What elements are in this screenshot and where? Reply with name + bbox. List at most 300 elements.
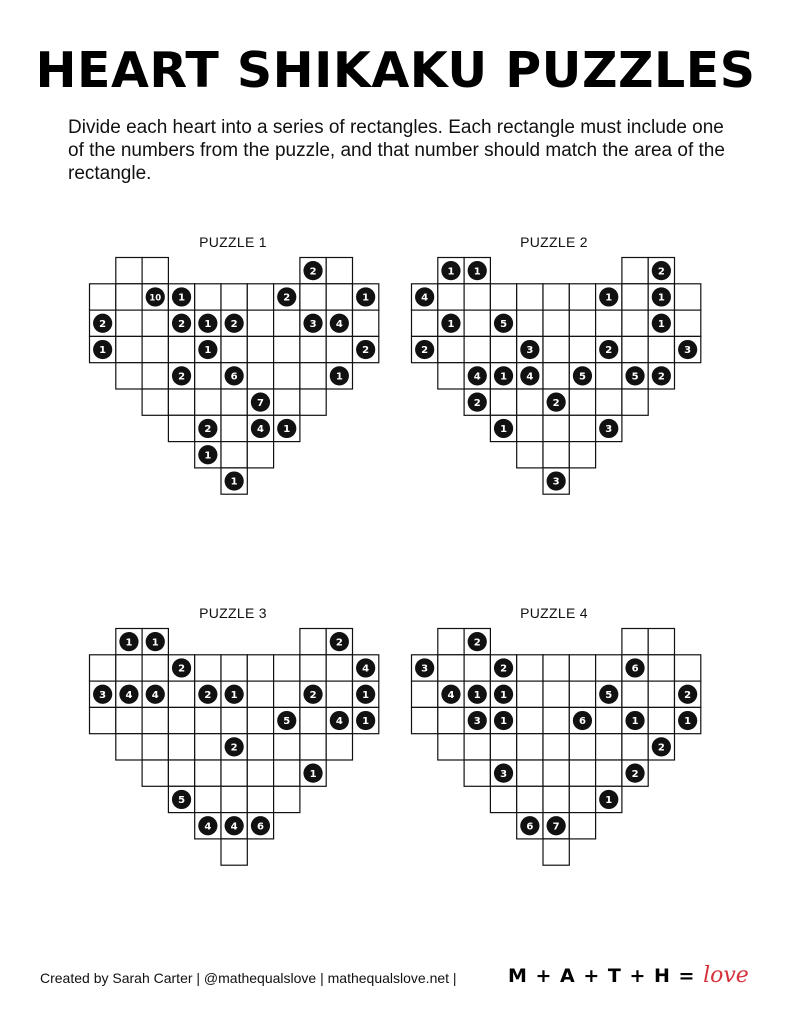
- clue-value: 1: [178, 292, 186, 304]
- clue-number: [356, 340, 375, 359]
- clue-number: [251, 393, 270, 412]
- clue-number: [303, 314, 322, 333]
- clue-value: 5: [283, 716, 291, 728]
- clue-value: 2: [178, 663, 186, 675]
- grid-cell[interactable]: [543, 839, 569, 865]
- puzzle-1-grid[interactable]: [88, 256, 378, 496]
- clue-value: 4: [526, 371, 534, 383]
- grid-cell[interactable]: [247, 310, 273, 336]
- grid-cell[interactable]: [517, 310, 543, 336]
- page-title: HEART SHIKAKU PUZZLES: [35, 42, 756, 99]
- grid-cell[interactable]: [221, 415, 247, 441]
- clue-number: [494, 711, 513, 730]
- grid-cell[interactable]: [569, 310, 595, 336]
- grid-cell[interactable]: [517, 786, 543, 812]
- clue-value: 2: [631, 768, 639, 780]
- grid-cell[interactable]: [247, 707, 273, 733]
- grid-cell[interactable]: [569, 442, 595, 468]
- grid-cell[interactable]: [543, 336, 569, 362]
- clue-number: [573, 711, 592, 730]
- grid-cell[interactable]: [438, 707, 464, 733]
- grid-cell[interactable]: [438, 734, 464, 760]
- grid-cell[interactable]: [543, 707, 569, 733]
- grid-cell[interactable]: [221, 336, 247, 362]
- grid-cell[interactable]: [622, 629, 648, 655]
- grid-cell[interactable]: [116, 336, 142, 362]
- grid-cell[interactable]: [300, 629, 326, 655]
- grid-cell[interactable]: [622, 389, 648, 415]
- clue-value: 3: [473, 716, 481, 728]
- grid-cell[interactable]: [648, 681, 674, 707]
- grid-cell[interactable]: [195, 284, 221, 310]
- grid-cell[interactable]: [353, 310, 379, 336]
- clue-number: [198, 816, 217, 835]
- grid-cell[interactable]: [412, 681, 438, 707]
- clue-number: [573, 366, 592, 385]
- grid-cell[interactable]: [596, 389, 622, 415]
- clue-value: 2: [684, 689, 692, 701]
- grid-cell[interactable]: [274, 310, 300, 336]
- grid-cell[interactable]: [195, 786, 221, 812]
- grid-cell[interactable]: [326, 258, 352, 284]
- grid-cell[interactable]: [675, 655, 701, 681]
- grid-cell[interactable]: [168, 415, 194, 441]
- clue-number: [494, 658, 513, 677]
- clue-value: 1: [500, 716, 508, 728]
- brand-logo: [508, 963, 749, 988]
- grid-cell[interactable]: [675, 310, 701, 336]
- clue-number: [356, 685, 375, 704]
- grid-cell[interactable]: [116, 363, 142, 389]
- clue-number: [198, 314, 217, 333]
- grid-cell[interactable]: [622, 284, 648, 310]
- grid-cell[interactable]: [490, 786, 516, 812]
- grid-cell[interactable]: [675, 284, 701, 310]
- clue-number: [172, 314, 191, 333]
- clue-number: [599, 419, 618, 438]
- grid-cell[interactable]: [648, 336, 674, 362]
- grid-cell[interactable]: [116, 310, 142, 336]
- grid-cell[interactable]: [326, 681, 352, 707]
- grid-cell[interactable]: [517, 760, 543, 786]
- grid-cell[interactable]: [195, 760, 221, 786]
- grid-cell[interactable]: [168, 389, 194, 415]
- grid-cell[interactable]: [195, 389, 221, 415]
- grid-cell[interactable]: [543, 655, 569, 681]
- grid-cell[interactable]: [300, 336, 326, 362]
- clue-value: 2: [657, 371, 665, 383]
- clue-value: 1: [473, 689, 481, 701]
- clue-value: 2: [283, 292, 291, 304]
- clue-number: [494, 314, 513, 333]
- grid-cell[interactable]: [464, 284, 490, 310]
- grid-cell[interactable]: [543, 681, 569, 707]
- grid-cell[interactable]: [221, 655, 247, 681]
- grid-cell[interactable]: [274, 734, 300, 760]
- grid-cell[interactable]: [247, 786, 273, 812]
- clue-value: 2: [99, 318, 107, 330]
- grid-cell[interactable]: [438, 655, 464, 681]
- grid-cell[interactable]: [596, 655, 622, 681]
- clue-value: 3: [526, 345, 534, 357]
- clue-value: 2: [178, 318, 186, 330]
- grid-cell[interactable]: [543, 734, 569, 760]
- clue-value: 3: [605, 424, 613, 436]
- clue-value: 1: [631, 716, 639, 728]
- clue-value: 1: [657, 318, 665, 330]
- grid-cell[interactable]: [274, 336, 300, 362]
- clue-value: 2: [362, 345, 370, 357]
- grid-cell[interactable]: [622, 310, 648, 336]
- clue-number: [547, 393, 566, 412]
- clue-value: 7: [256, 397, 264, 409]
- grid-cell[interactable]: [464, 310, 490, 336]
- grid-cell[interactable]: [464, 760, 490, 786]
- clue-number: [678, 685, 697, 704]
- clue-number: [625, 764, 644, 783]
- grid-cell[interactable]: [116, 655, 142, 681]
- clue-value: 7: [552, 821, 560, 833]
- grid-cell[interactable]: [596, 760, 622, 786]
- grid-cell[interactable]: [569, 389, 595, 415]
- grid-cell[interactable]: [438, 629, 464, 655]
- clue-value: 1: [447, 266, 455, 278]
- clue-value: 6: [578, 716, 586, 728]
- grid-cell[interactable]: [648, 629, 674, 655]
- grid-cell[interactable]: [221, 442, 247, 468]
- clue-number: [198, 419, 217, 438]
- grid-cell[interactable]: [90, 284, 116, 310]
- grid-cell[interactable]: [622, 258, 648, 284]
- clue-value: 4: [335, 318, 343, 330]
- clue-value: 1: [500, 371, 508, 383]
- clue-number: [251, 419, 270, 438]
- clue-number: [494, 685, 513, 704]
- grid-cell[interactable]: [622, 681, 648, 707]
- grid-cell[interactable]: [274, 389, 300, 415]
- grid-cell[interactable]: [168, 336, 194, 362]
- clue-number: [330, 632, 349, 651]
- grid-cell[interactable]: [195, 363, 221, 389]
- clue-value: 4: [204, 821, 212, 833]
- clue-number: [356, 287, 375, 306]
- grid-cell[interactable]: [596, 310, 622, 336]
- clue-value: 5: [605, 689, 613, 701]
- clue-number: [330, 314, 349, 333]
- grid-cell[interactable]: [490, 389, 516, 415]
- grid-cell[interactable]: [412, 707, 438, 733]
- grid-cell[interactable]: [543, 442, 569, 468]
- clue-number: [303, 685, 322, 704]
- clue-number: [494, 419, 513, 438]
- clue-value: 2: [204, 424, 212, 436]
- grid-cell[interactable]: [247, 760, 273, 786]
- clue-value: 3: [309, 318, 317, 330]
- grid-cell[interactable]: [274, 786, 300, 812]
- grid-cell[interactable]: [326, 336, 352, 362]
- grid-cell[interactable]: [195, 734, 221, 760]
- clue-number: [652, 366, 671, 385]
- clue-number: [652, 314, 671, 333]
- clue-value: 2: [657, 742, 665, 754]
- clue-value: 2: [473, 397, 481, 409]
- grid-cell[interactable]: [168, 707, 194, 733]
- clue-value: 6: [631, 663, 639, 675]
- grid-cell[interactable]: [569, 760, 595, 786]
- grid-cell[interactable]: [517, 734, 543, 760]
- grid-cell[interactable]: [517, 389, 543, 415]
- clue-value: 5: [500, 318, 508, 330]
- puzzle-3-label: PUZZLE 3: [199, 605, 267, 621]
- puzzle-2-grid[interactable]: [410, 256, 700, 496]
- grid-cell[interactable]: [569, 813, 595, 839]
- clue-value: 1: [230, 689, 238, 701]
- grid-cell[interactable]: [300, 363, 326, 389]
- clue-number: [678, 340, 697, 359]
- grid-cell[interactable]: [517, 655, 543, 681]
- clue-value: 1: [447, 318, 455, 330]
- clue-value: 1: [605, 795, 613, 807]
- clue-value: 1: [362, 689, 370, 701]
- grid-cell[interactable]: [168, 760, 194, 786]
- clue-value: 2: [309, 689, 317, 701]
- grid-cell[interactable]: [300, 389, 326, 415]
- grid-cell[interactable]: [517, 415, 543, 441]
- clue-value: 2: [230, 318, 238, 330]
- puzzle-1-label: PUZZLE 1: [199, 234, 267, 250]
- grid-cell[interactable]: [464, 655, 490, 681]
- clue-value: 1: [283, 424, 291, 436]
- grid-cell[interactable]: [247, 655, 273, 681]
- grid-cell[interactable]: [326, 734, 352, 760]
- clue-value: 5: [631, 371, 639, 383]
- grid-cell[interactable]: [517, 442, 543, 468]
- clue-number: [225, 366, 244, 385]
- grid-cell[interactable]: [247, 734, 273, 760]
- grid-cell[interactable]: [116, 258, 142, 284]
- grid-cell[interactable]: [596, 734, 622, 760]
- clue-value: 3: [500, 768, 508, 780]
- clue-number: [678, 711, 697, 730]
- clue-number: [415, 340, 434, 359]
- grid-cell[interactable]: [142, 389, 168, 415]
- clue-value: 3: [552, 476, 560, 488]
- clue-number: [356, 711, 375, 730]
- grid-cell[interactable]: [490, 336, 516, 362]
- clue-value: 1: [500, 689, 508, 701]
- clue-number: [146, 287, 165, 306]
- clue-number: [468, 711, 487, 730]
- clue-value: 4: [125, 689, 133, 701]
- grid-cell[interactable]: [543, 284, 569, 310]
- grid-cell[interactable]: [543, 760, 569, 786]
- puzzle-3-grid[interactable]: [88, 627, 378, 867]
- grid-cell[interactable]: [464, 734, 490, 760]
- grid-cell[interactable]: [596, 363, 622, 389]
- puzzle-4-grid[interactable]: [410, 627, 700, 867]
- grid-cell[interactable]: [412, 310, 438, 336]
- clue-number: [599, 340, 618, 359]
- grid-cell[interactable]: [300, 734, 326, 760]
- grid-cell[interactable]: [142, 760, 168, 786]
- clue-number: [198, 685, 217, 704]
- grid-cell[interactable]: [326, 655, 352, 681]
- clue-value: 3: [684, 345, 692, 357]
- clue-value: 1: [125, 637, 133, 649]
- clue-value: 6: [256, 821, 264, 833]
- clue-number: [225, 314, 244, 333]
- clue-value: 3: [99, 689, 107, 701]
- grid-cell[interactable]: [116, 284, 142, 310]
- clue-number: [225, 816, 244, 835]
- clue-number: [277, 711, 296, 730]
- clue-value: 2: [230, 742, 238, 754]
- grid-cell[interactable]: [569, 786, 595, 812]
- grid-cell[interactable]: [221, 284, 247, 310]
- grid-cell[interactable]: [142, 310, 168, 336]
- grid-cell[interactable]: [517, 284, 543, 310]
- grid-cell[interactable]: [221, 760, 247, 786]
- grid-cell[interactable]: [648, 707, 674, 733]
- grid-cell[interactable]: [90, 655, 116, 681]
- clue-number: [625, 658, 644, 677]
- clue-number: [599, 287, 618, 306]
- clue-number: [303, 261, 322, 280]
- grid-cell[interactable]: [116, 707, 142, 733]
- clue-value: 1: [473, 266, 481, 278]
- puzzle-2-label: PUZZLE 2: [520, 234, 588, 250]
- grid-cell[interactable]: [543, 415, 569, 441]
- clue-value: 2: [500, 663, 508, 675]
- grid-cell[interactable]: [142, 734, 168, 760]
- grid-cell[interactable]: [543, 310, 569, 336]
- grid-cell[interactable]: [569, 415, 595, 441]
- grid-cell[interactable]: [221, 839, 247, 865]
- grid-cell[interactable]: [168, 681, 194, 707]
- clue-value: 4: [362, 663, 370, 675]
- grid-cell[interactable]: [464, 336, 490, 362]
- grid-cell[interactable]: [142, 336, 168, 362]
- clue-number: [225, 685, 244, 704]
- grid-cell[interactable]: [300, 284, 326, 310]
- clue-number: [225, 471, 244, 490]
- grid-cell[interactable]: [247, 336, 273, 362]
- grid-cell[interactable]: [195, 655, 221, 681]
- grid-cell[interactable]: [438, 336, 464, 362]
- grid-cell[interactable]: [168, 734, 194, 760]
- clue-number: [652, 261, 671, 280]
- grid-cell[interactable]: [247, 284, 273, 310]
- clue-value: 4: [230, 821, 238, 833]
- clue-value: 1: [362, 292, 370, 304]
- clue-number: [625, 366, 644, 385]
- grid-cell[interactable]: [490, 734, 516, 760]
- clue-value: 4: [335, 716, 343, 728]
- clue-value: 5: [178, 795, 186, 807]
- grid-cell[interactable]: [274, 681, 300, 707]
- grid-cell[interactable]: [300, 707, 326, 733]
- clue-number: [625, 711, 644, 730]
- grid-cell[interactable]: [142, 707, 168, 733]
- clue-value: 1: [335, 371, 343, 383]
- grid-cell[interactable]: [221, 786, 247, 812]
- grid-cell[interactable]: [274, 655, 300, 681]
- clue-number: [198, 445, 217, 464]
- grid-cell[interactable]: [569, 284, 595, 310]
- grid-cell[interactable]: [569, 681, 595, 707]
- clue-number: [119, 632, 138, 651]
- grid-cell[interactable]: [90, 707, 116, 733]
- clue-number: [547, 471, 566, 490]
- clue-number: [652, 287, 671, 306]
- grid-cell[interactable]: [543, 786, 569, 812]
- grid-cell[interactable]: [142, 655, 168, 681]
- grid-cell[interactable]: [195, 707, 221, 733]
- clue-number: [599, 790, 618, 809]
- grid-cell[interactable]: [247, 681, 273, 707]
- clue-value: 2: [605, 345, 613, 357]
- clue-number: [415, 287, 434, 306]
- grid-cell[interactable]: [622, 336, 648, 362]
- brand-letters: M + A + T + H =: [508, 965, 696, 987]
- puzzle-4-label: PUZZLE 4: [520, 605, 588, 621]
- grid-cell[interactable]: [142, 363, 168, 389]
- grid-cell[interactable]: [438, 363, 464, 389]
- grid-cell[interactable]: [569, 734, 595, 760]
- grid-cell[interactable]: [517, 681, 543, 707]
- grid-cell[interactable]: [517, 707, 543, 733]
- clue-number: [172, 287, 191, 306]
- grid-cell[interactable]: [326, 284, 352, 310]
- grid-cell[interactable]: [142, 258, 168, 284]
- grid-cell[interactable]: [543, 363, 569, 389]
- clue-value: 1: [500, 424, 508, 436]
- clue-value: 4: [447, 689, 455, 701]
- clue-value: 2: [204, 689, 212, 701]
- clue-number: [356, 658, 375, 677]
- clue-number: [146, 685, 165, 704]
- grid-cell[interactable]: [274, 363, 300, 389]
- clue-number: [93, 340, 112, 359]
- grid-cell[interactable]: [622, 734, 648, 760]
- clue-number: [441, 261, 460, 280]
- grid-cell[interactable]: [247, 442, 273, 468]
- clue-number: [93, 314, 112, 333]
- clue-value: 2: [552, 397, 560, 409]
- grid-cell[interactable]: [247, 363, 273, 389]
- grid-cell[interactable]: [221, 707, 247, 733]
- clue-number: [468, 393, 487, 412]
- clue-number: [277, 419, 296, 438]
- clue-value: 1: [309, 768, 317, 780]
- clue-number: [547, 816, 566, 835]
- grid-cell[interactable]: [569, 655, 595, 681]
- footer-credit: Created by Sarah Carter | @mathequalslove | mathequalslove.net |: [40, 970, 457, 986]
- grid-cell[interactable]: [300, 655, 326, 681]
- grid-cell[interactable]: [569, 336, 595, 362]
- grid-cell[interactable]: [221, 389, 247, 415]
- grid-cell[interactable]: [648, 655, 674, 681]
- grid-cell[interactable]: [274, 760, 300, 786]
- clue-value: 1: [204, 318, 212, 330]
- clue-number: [330, 366, 349, 385]
- clue-number: [172, 658, 191, 677]
- grid-cell[interactable]: [438, 284, 464, 310]
- clue-value: 1: [657, 292, 665, 304]
- grid-cell[interactable]: [596, 707, 622, 733]
- grid-cell[interactable]: [490, 284, 516, 310]
- grid-cell[interactable]: [116, 734, 142, 760]
